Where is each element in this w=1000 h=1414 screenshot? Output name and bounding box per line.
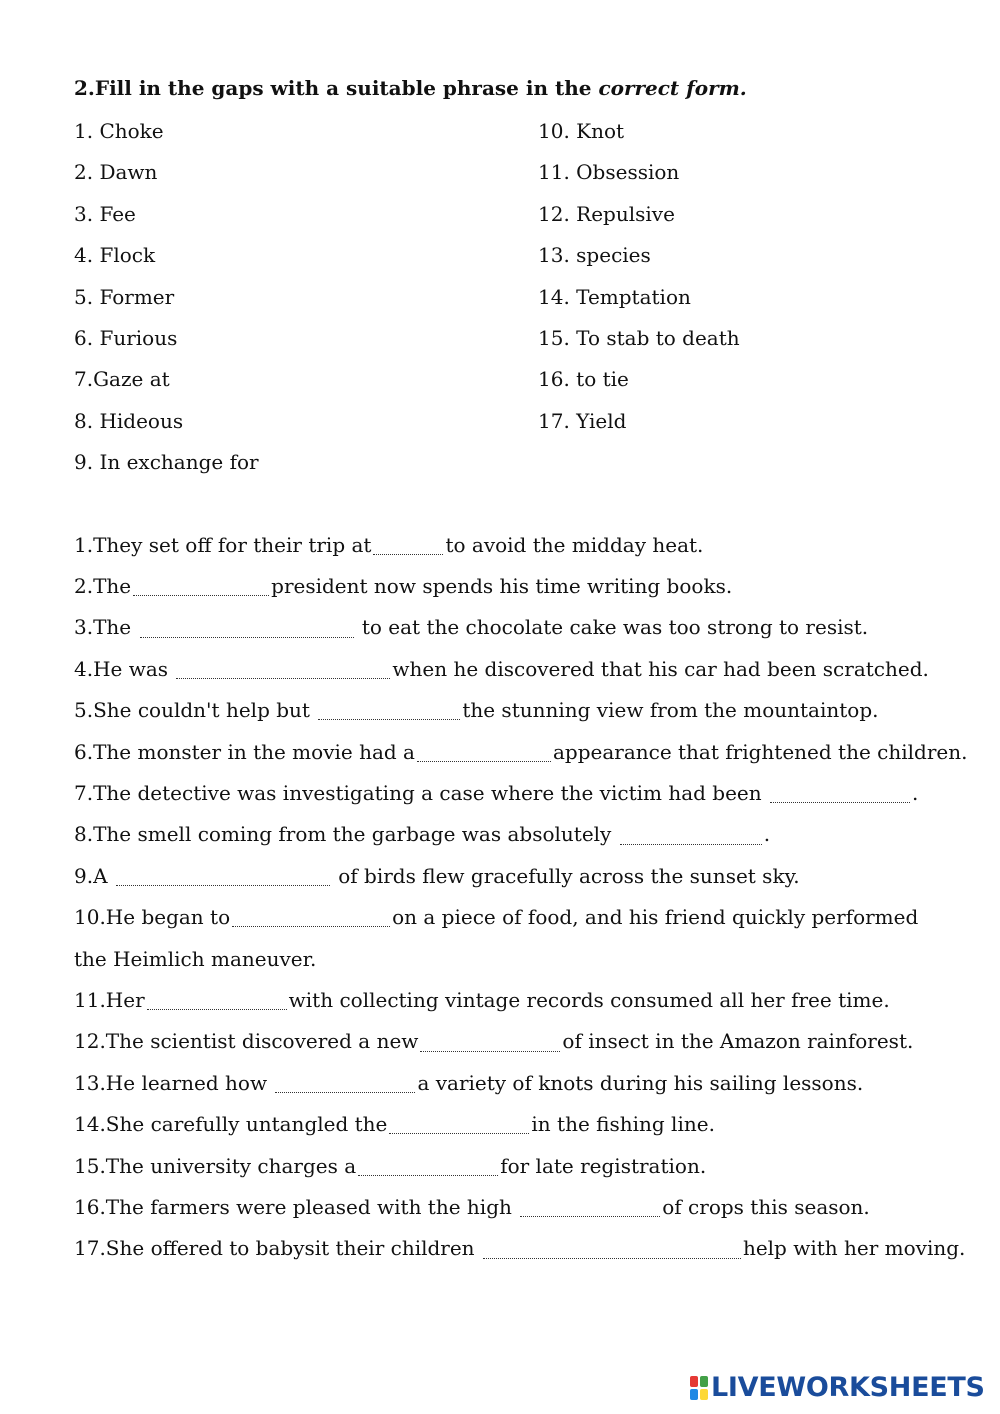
sentence-1 bbox=[74, 525, 954, 566]
sentence-3 bbox=[74, 607, 954, 648]
sentence-15 bbox=[74, 1146, 954, 1187]
word-bank-item: 5. Former bbox=[74, 284, 175, 309]
sentence-text-after: appearance that frightened the children. bbox=[552, 739, 968, 764]
word-bank-item: 15. To stab to death bbox=[538, 325, 740, 350]
word-bank-item: 6. Furious bbox=[74, 325, 178, 350]
sentence-text-after: to avoid the midday heat. bbox=[445, 532, 704, 557]
sentence-text-after: with collecting vintage records consumed all her free time. bbox=[288, 987, 890, 1012]
sentence-text-after: the stunning view from the mountaintop. bbox=[462, 698, 879, 723]
answer-blank-4[interactable] bbox=[176, 661, 390, 679]
sentence-text-after: . bbox=[912, 780, 919, 805]
answer-blank-1[interactable] bbox=[373, 537, 443, 555]
sentence-7 bbox=[74, 773, 954, 814]
sentence-text-before: 5.She couldn't help but bbox=[74, 698, 317, 723]
word-bank-item: 11. Obsession bbox=[538, 160, 680, 185]
sentence-text-before: 8.The smell coming from the garbage was absolutely bbox=[74, 822, 618, 847]
sentence-text-after: on a piece of food, and his friend quickly performed the Heimlich maneuver. bbox=[74, 905, 919, 971]
sentence-text-before: 14.She carefully untangled the bbox=[74, 1112, 388, 1137]
sentence-text-after: . bbox=[763, 822, 771, 847]
sentence-9 bbox=[74, 856, 954, 897]
heading-main: 2.Fill in the gaps with a suitable phrase in the bbox=[74, 76, 599, 100]
word-bank-item: 9. In exchange for bbox=[74, 450, 259, 475]
answer-blank-16[interactable] bbox=[520, 1199, 660, 1217]
answer-blank-6[interactable] bbox=[417, 744, 551, 762]
sentence-text-after: to eat the chocolate cake was too strong to resist. bbox=[355, 615, 869, 640]
sentence-text-after: a variety of knots during his sailing lessons. bbox=[417, 1070, 864, 1095]
word-bank-item: 4. Flock bbox=[74, 243, 156, 268]
worksheet-page bbox=[74, 70, 968, 1270]
sentence-4 bbox=[74, 649, 954, 690]
sentence-11 bbox=[74, 980, 954, 1021]
answer-blank-12[interactable] bbox=[420, 1034, 560, 1052]
sentence-text-after: help with her moving. bbox=[742, 1236, 966, 1261]
answer-blank-8[interactable] bbox=[620, 827, 762, 845]
heading-emphasis: correct form. bbox=[598, 76, 747, 100]
answer-blank-9[interactable] bbox=[116, 868, 330, 886]
word-bank-item: 17. Yield bbox=[538, 408, 627, 433]
word-bank bbox=[74, 111, 954, 484]
sentence-text-before: 11.Her bbox=[74, 987, 145, 1012]
sentence-text-before: 12.The scientist discovered a new bbox=[74, 1029, 419, 1054]
word-bank-item: 1. Choke bbox=[74, 119, 164, 143]
answer-blank-5[interactable] bbox=[318, 702, 460, 720]
answer-blank-3[interactable] bbox=[140, 620, 354, 638]
answer-blank-17[interactable] bbox=[483, 1241, 741, 1259]
sentence-text-after: for late registration. bbox=[500, 1153, 707, 1178]
answer-blank-10[interactable] bbox=[232, 909, 390, 927]
sentence-text-after: president now spends his time writing books. bbox=[271, 573, 733, 598]
sentence-text-before: 15.The university charges a bbox=[74, 1153, 357, 1178]
sentence-text-before: 4.He was bbox=[74, 656, 175, 681]
brand-name: LIVEWORKSHEETS bbox=[711, 1372, 985, 1403]
word-bank-item: 3. Fee bbox=[74, 201, 136, 226]
sentence-text-before: 10.He began to bbox=[74, 905, 231, 930]
sentence-17 bbox=[74, 1228, 966, 1269]
answer-blank-2[interactable] bbox=[133, 578, 269, 596]
answer-blank-7[interactable] bbox=[770, 785, 910, 803]
word-bank-item: 8. Hideous bbox=[74, 408, 184, 433]
sentence-text-before: 9.A bbox=[74, 863, 114, 888]
sentence-text-after: when he discovered that his car had been scratched. bbox=[392, 656, 929, 681]
answer-blank-11[interactable] bbox=[147, 992, 287, 1010]
word-bank-item: 7.Gaze at bbox=[74, 367, 170, 392]
word-bank-item: 16. to tie bbox=[538, 367, 629, 392]
sentence-10 bbox=[74, 897, 954, 980]
exercise-heading bbox=[74, 70, 954, 106]
sentence-text-before: 1.They set off for their trip at bbox=[74, 532, 372, 557]
word-bank-right-column bbox=[538, 111, 740, 484]
word-bank-item: 12. Repulsive bbox=[538, 201, 675, 226]
sentence-text-before: 13.He learned how bbox=[74, 1070, 274, 1095]
sentence-text-after: of insect in the Amazon rainforest. bbox=[562, 1029, 914, 1054]
sentence-13 bbox=[74, 1063, 954, 1104]
sentence-2 bbox=[74, 566, 954, 607]
sentence-16 bbox=[74, 1187, 954, 1228]
sentence-12 bbox=[74, 1021, 954, 1062]
sentence-text-before: 6.The monster in the movie had a bbox=[74, 739, 415, 764]
word-bank-left-column bbox=[74, 111, 538, 484]
word-bank-item: 14. Temptation bbox=[538, 284, 691, 309]
answer-blank-15[interactable] bbox=[358, 1158, 498, 1176]
sentence-8 bbox=[74, 814, 954, 855]
sentence-list bbox=[74, 525, 968, 1270]
sentence-5 bbox=[74, 690, 954, 731]
answer-blank-14[interactable] bbox=[389, 1116, 529, 1134]
word-bank-item: 10. Knot bbox=[538, 119, 625, 143]
sentence-text-before: 7.The detective was investigating a case where the victim had been bbox=[74, 780, 769, 805]
sentence-6 bbox=[74, 732, 968, 773]
sentence-text-after: of crops this season. bbox=[662, 1195, 870, 1220]
sentence-14 bbox=[74, 1104, 954, 1145]
sentence-text-before: 17.She offered to babysit their children bbox=[74, 1236, 481, 1261]
liveworksheets-icon bbox=[690, 1376, 708, 1400]
sentence-text-before: 2.The bbox=[74, 573, 132, 598]
liveworksheets-logo bbox=[690, 1372, 985, 1403]
sentence-text-before: 16.The farmers were pleased with the high bbox=[74, 1195, 519, 1220]
sentence-text-after: of birds flew gracefully across the sunset sky. bbox=[331, 863, 800, 888]
word-bank-item: 13. species bbox=[538, 243, 651, 268]
sentence-text-after: in the fishing line. bbox=[531, 1112, 715, 1137]
word-bank-item: 2. Dawn bbox=[74, 160, 158, 185]
sentence-text-before: 3.The bbox=[74, 615, 138, 640]
answer-blank-13[interactable] bbox=[275, 1075, 415, 1093]
